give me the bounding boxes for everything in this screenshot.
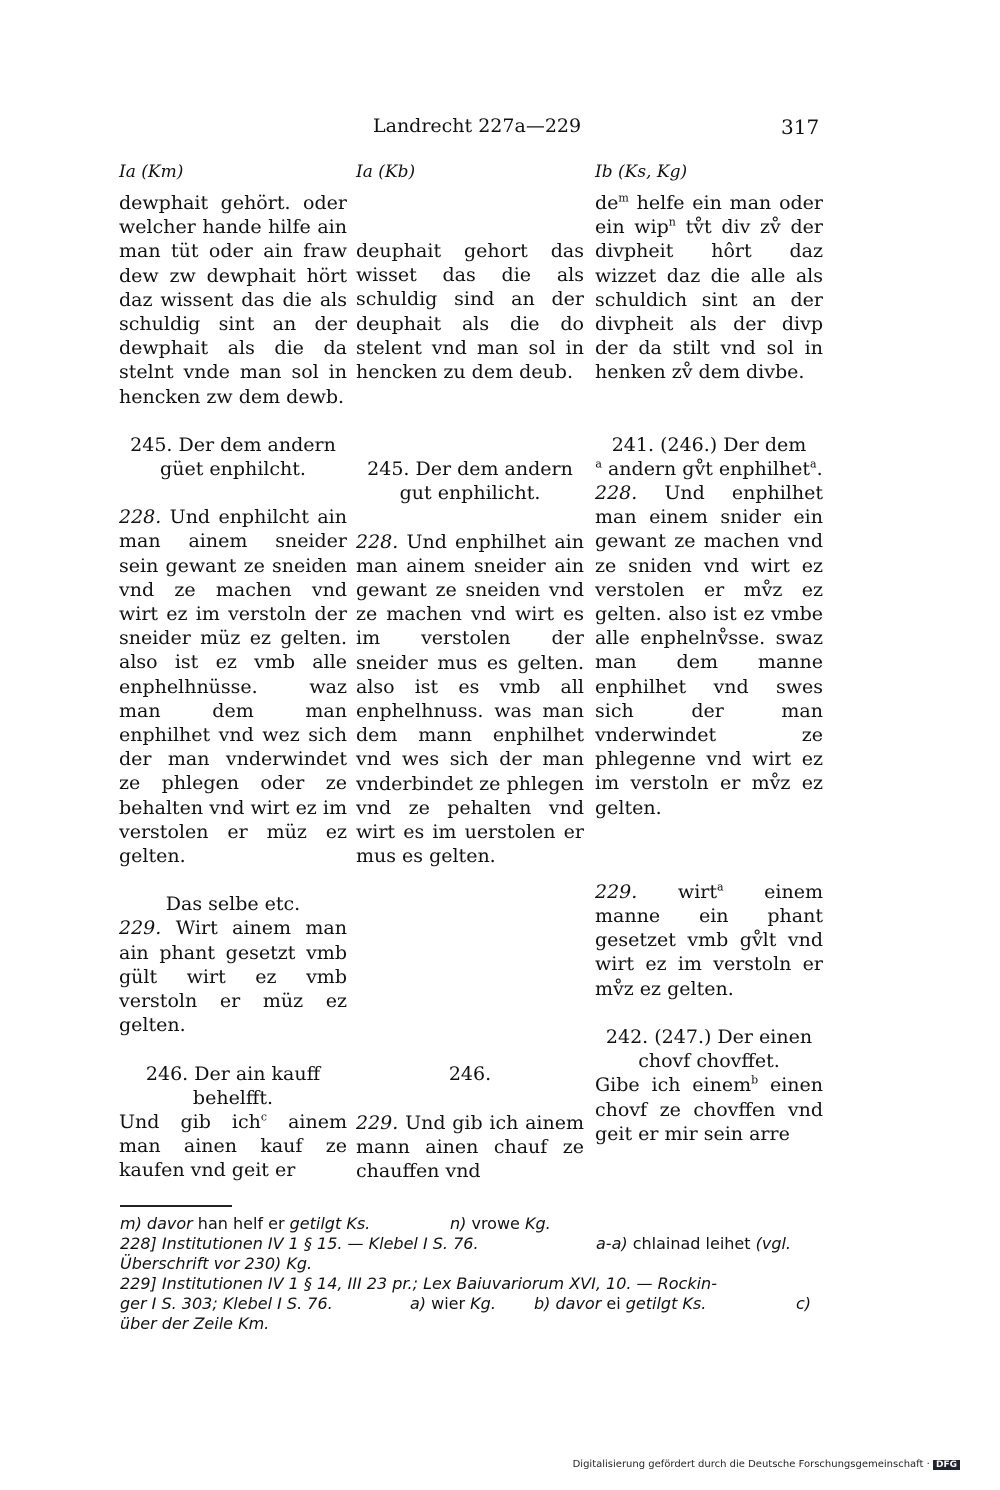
paragraph-last	[595, 1073, 823, 1146]
footnote-text: wier	[426, 1294, 471, 1313]
running-header	[0, 112, 1000, 142]
paragraph-229	[595, 880, 823, 1001]
text-run: de	[595, 192, 619, 214]
footnote-c: c)	[796, 1294, 812, 1313]
paragraph-text: Und enphilcht ain man ainem sneider sein gewant ze sneiden vnd ze machen vnd wirt ez im verstoln der sneider müz ez gelten. also ist ez vmb alle enphelhnüsse. waz man dem man enphilhet vnd wez sich der man vnderwindet ze phlegen oder ze behalten vnd wirt ez im verstolen er müz ez gelten.	[119, 506, 347, 868]
text-run: ainem man ainen kauf ze kaufen vnd geit er	[119, 1110, 347, 1182]
rubric-242: 242. (247.) Der einen chovf chovffet.	[605, 1025, 813, 1073]
footnote-aa	[596, 1234, 791, 1254]
text-run: tv̊t div zv̊ der divpheit hôrt daz wizzet daz die alle als schuldich sint an der divpheit als der divp der da stilt vnd sol in henken zv̊ dem divbe.	[595, 216, 823, 384]
footnote-n	[450, 1214, 551, 1234]
column-heading: Ib (Ks, Kg)	[595, 162, 688, 182]
footnote-text: getilgt Ks.	[289, 1214, 371, 1233]
paragraph-text: Und enphilhet ain man ainem sneider ain gewant ze sneiden vnd ze machen vnd wirt es im verstolen der sneider mus es gelten. also ist es vmb all enphelhnuss. was man dem mann enphilhet vnd wes sich der man vnderbindet ze phlegen vnd ze pehalten vnd wirt es im uerstolen er mus es gelten.	[356, 530, 584, 868]
text-run: einem manne ein phant gesetzet vmb gv̊lt vnd wirt ez im verstoln er mv̊z ez gelten.	[595, 880, 823, 1000]
paragraph-227a	[595, 191, 823, 385]
paragraph-229	[119, 916, 347, 1037]
footnote-ref: a	[595, 457, 602, 471]
paragraph-text: Und enphilhet man einem snider ein gewant ze machen vnd ze sniden vnd wirt ez verstolen er mv̊z ez gelten. also ist ez vmbe alle enphelnv̊sse. swaz man dem manne enphilhet vnd swes sich der man vnderwindet ze phlegenne vnd wirt ez im verstoln er mv̊z ez gelten.	[595, 482, 823, 819]
digitization-notice	[573, 1459, 960, 1470]
paragraph-228	[595, 481, 823, 820]
text-run: andern gv̊t enphilhet	[601, 457, 811, 480]
footnote-label: a-a)	[596, 1234, 628, 1253]
footnote-ref: m	[618, 191, 629, 205]
rubric-246: 246. Der ain kauff behelfft.	[145, 1062, 321, 1109]
paragraph-228	[119, 505, 347, 868]
column-heading: Ia (Km)	[119, 162, 184, 182]
footnote-label: b) davor	[534, 1294, 602, 1313]
footnote-228: 228] Institutionen IV 1 § 15. — Klebel I S. 76.	[120, 1234, 479, 1253]
text-run: Gibe ich einem	[595, 1074, 752, 1097]
footnote-ref: b	[751, 1073, 759, 1087]
footnote-text: Kg.	[524, 1214, 551, 1233]
text-run: Und gib ich	[119, 1110, 261, 1133]
footnote-a	[410, 1294, 496, 1314]
rubric-selbe: Das selbe etc.	[165, 893, 301, 916]
footnote-label: a)	[410, 1294, 427, 1313]
text-run: .	[816, 457, 823, 480]
text-run: 241. (246.) Der dem	[611, 433, 807, 456]
footnote-text: ei	[601, 1294, 626, 1313]
paragraph-227a: deuphait gehort das wisset das die als schuldig sind an der deuphait als die do stelent vnd man sol in hencken zu dem deub.	[356, 240, 584, 384]
footnote-text: chlainad leihet	[627, 1234, 756, 1253]
section-number: 228.	[595, 482, 638, 505]
text-run: einen chovf ze chovffen vnd geit er mir sein arre	[595, 1074, 824, 1145]
footnote-ref: a	[717, 880, 724, 894]
rubric-245: 245. Der dem andern gut enphilicht.	[367, 458, 573, 505]
paragraph-227a: dewphait gehört. oder welcher hande hilfe ain man tüt oder ain fraw dew zw dewphait hört daz wissent das die als schuldig sint an der dewphait als die da stelnt vnde man sol in hencken zw dem dewb.	[119, 192, 347, 408]
section-number: 229.	[595, 880, 638, 903]
footnote-ref: c	[260, 1110, 268, 1124]
column-ia-kb	[356, 160, 584, 1183]
footnote-text: davor	[141, 1214, 193, 1233]
footnote-b	[534, 1294, 706, 1314]
footnote-228-cont: Überschrift vor 230) Kg.	[120, 1254, 313, 1273]
rubric-241	[595, 433, 823, 481]
paragraph-last	[119, 1110, 347, 1183]
rubric-246: 246.	[448, 1063, 492, 1086]
paragraph-228	[356, 530, 584, 869]
footnote-text: vrowe	[466, 1214, 525, 1233]
footnote-c-text: über der Zeile Km.	[120, 1314, 270, 1333]
footnote-ref: a	[810, 457, 817, 471]
dfg-logo: DFG	[933, 1460, 960, 1470]
page-title: Landrecht 227a—229	[373, 115, 582, 137]
text-run: helfe ein man oder ein wip	[595, 192, 823, 239]
footnote-text: han helf er	[192, 1214, 290, 1233]
footnote-label: n)	[450, 1214, 467, 1233]
footnote-ref: n	[668, 215, 676, 229]
paragraph-text: Und gib ich ainem mann ainen chauf ze chauffen vnd	[356, 1111, 584, 1183]
column-ia-km	[119, 160, 347, 1183]
footnote-divider	[120, 1205, 232, 1207]
footnote-m	[120, 1214, 370, 1234]
paragraph-text: Wirt ainem man ain phant gesetzt vmb gült wirt ez vmb verstoln er müz ez gelten.	[119, 917, 347, 1037]
section-number: 229.	[119, 917, 162, 940]
funding-text: Digitalisierung gefördert durch die Deutsche Forschungsgemeinschaft ·	[572, 1459, 930, 1470]
section-number: 228.	[356, 530, 399, 553]
footnote-229-cont: ger I S. 303; Klebel I S. 76.	[120, 1294, 333, 1313]
page-number: 317	[781, 115, 820, 139]
footnote-229: 229] Institutionen IV 1 § 14, III 23 pr.; Lex Baiuvariorum XVI, 10. — Rockin-	[120, 1274, 717, 1293]
column-heading: Ia (Kb)	[356, 162, 416, 182]
footnote-text: (vgl.	[755, 1234, 792, 1253]
footnote-text: getilgt Ks.	[625, 1294, 707, 1313]
footnote-label: m)	[120, 1214, 142, 1233]
section-number: 228.	[119, 506, 162, 529]
footnote-text: Kg.	[470, 1294, 496, 1313]
column-ib-ks-kg	[595, 160, 823, 1146]
section-number: 229.	[356, 1111, 399, 1134]
footnotes	[120, 1214, 820, 1354]
paragraph-229	[356, 1111, 584, 1184]
text-run: wirt	[637, 880, 717, 903]
rubric-245: 245. Der dem andern güet enphilcht.	[130, 433, 336, 481]
